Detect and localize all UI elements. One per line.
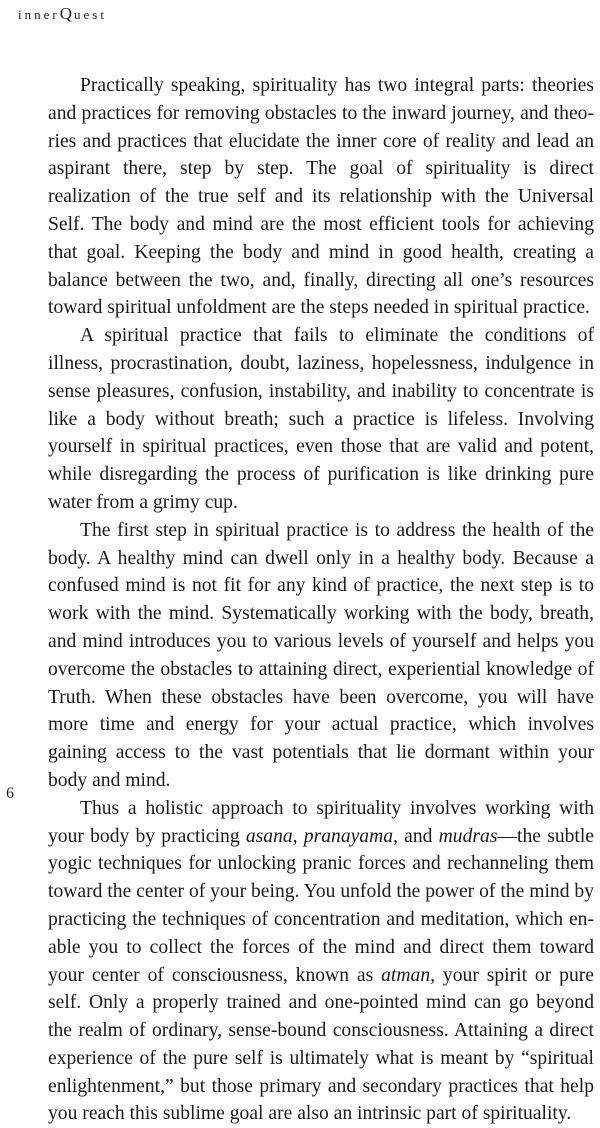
- paragraph-2: A spiritual practice that fails to eliminate the conditions of illness, procrastination, doubt, laziness, hopelessness, indulgence in sense pleasures, confusion, instability, and inability to concentrate is like a body without breath; such a practice is lifeless. Involving yourself in spiritual practices, even those that are valid and potent, while disregarding the process of purification is like drinking pure water from a grimy cup.: [48, 325, 594, 513]
- body-text: [48, 72, 594, 1128]
- running-head: [18, 4, 107, 24]
- page-number: 6: [6, 785, 14, 802]
- paragraph-4-text-d: —the subtle yogic techniques for unlocking pranic forces and rechanneling them toward the center of your being. You unfold the power of the mind by practicing the techniques of concentration and meditation, which enable you to collect the forces of the mind and direct them toward your center of consciousness, known as: [48, 825, 594, 986]
- running-head-suffix: uest: [74, 7, 107, 22]
- term-asana: asana,: [245, 825, 298, 847]
- term-mudras: mudras: [438, 825, 498, 847]
- paragraph-4-text-c: and: [397, 825, 439, 847]
- paragraph-3: The first step in spiritual practice is to address the health of the body. A healthy mind can dwell only in a healthy body. Because a confused mind is not fit for any kind of practice, the next step is to work with the mind. Systematically working with the body, breath, and mind introduces you to various levels of yourself and helps you overcome the obstacles to attaining direct, experiential knowledge of Truth. When these obstacles have been overcome, you will have more time and energy for your actual practice, which involves gaining access to the vast potentials that lie dormant within your body and mind.: [48, 519, 594, 791]
- paragraph-4-text-a: Thus a holistic approach to spirituality involves working with your body by practicing: [48, 797, 594, 847]
- running-head-q: Q: [59, 4, 74, 23]
- paragraph-1: Practically speaking, spirituality has two integral parts: theories and practices for removing obstacles to the inward journey, and theories and practices that elucidate the inner core of reality and lead an aspirant there, step by step. The goal of spirituality is direct realization of the true self and its relationship with the Universal Self. The body and mind are the most efficient tools for achieving that goal. Keeping the body and mind in good health, creating a balance between the two, and, finally, directing all one’s resources toward spiritual unfoldment are the steps needed in spiritual practice.: [48, 75, 594, 319]
- paragraph-4-text-e: your spirit or pure self. Only a properly trained and one-pointed mind can go beyond the realm of ordinary, sense-bound consciousness. Attaining a direct experience of the pure self is ultimately what is meant by “spiritual enlightenment,” but those primary and secondary practices that help you reach this sublime goal are also an intrinsic part of spirituality.: [48, 964, 594, 1125]
- term-pranayama: pranayama,: [303, 825, 398, 847]
- term-atman: atman,: [381, 964, 436, 986]
- running-head-prefix: inner: [18, 7, 60, 22]
- paragraph-4: [48, 795, 594, 1128]
